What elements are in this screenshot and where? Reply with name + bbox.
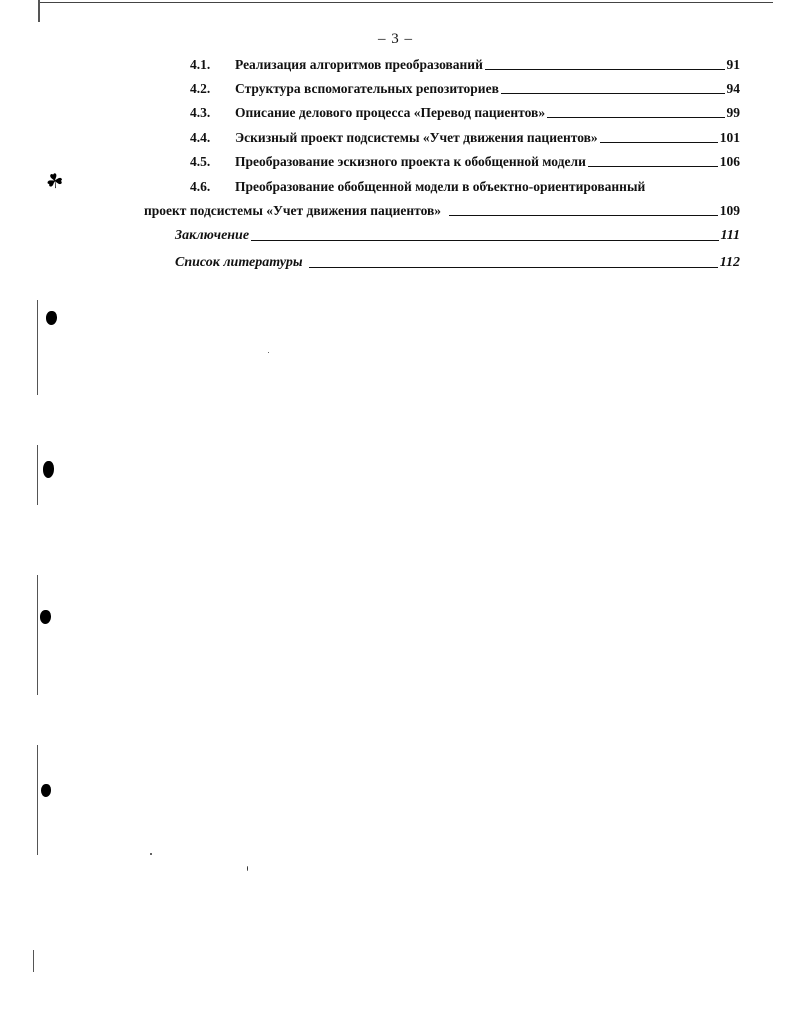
toc-leader-line [485, 68, 725, 70]
toc-bibliography [175, 255, 740, 271]
toc-entry-number: 4.1. [190, 57, 211, 72]
scan-margin-line [37, 300, 38, 395]
toc-bibliography-page: 112 [719, 255, 740, 270]
toc-entry-page: 101 [719, 130, 740, 145]
binding-hole-mark-icon [43, 461, 54, 478]
toc-conclusion-title: Заключение [175, 228, 250, 243]
toc-entry-number: 4.3. [190, 105, 211, 120]
scan-corner-mark [38, 0, 40, 22]
toc-entry [190, 57, 740, 73]
toc-bibliography-title: Список литературы [175, 255, 303, 270]
toc-leader-line [501, 92, 725, 94]
toc-leader-line [449, 214, 718, 216]
toc-leader-line [251, 239, 718, 241]
toc-entry-title: Описание делового процесса «Перевод пациентов» [235, 105, 546, 120]
toc-entry-title: Преобразование эскизного проекта к обобщенной модели [235, 154, 586, 169]
scan-margin-line [37, 575, 38, 695]
toc-entry-number: 4.5. [190, 154, 211, 169]
toc-leader-line [588, 165, 718, 167]
toc-entry-title: Преобразование обобщенной модели в объектно-ориентированный [235, 179, 646, 194]
toc-entry-title-continuation: проект подсистемы «Учет движения пациентов» [144, 203, 442, 218]
toc-entry [190, 81, 740, 97]
scan-margin-line [37, 745, 38, 855]
toc-entry-page: 99 [726, 105, 740, 120]
toc-entry-continuation [144, 203, 740, 219]
toc-leader-line [547, 116, 724, 118]
toc-conclusion [175, 228, 740, 244]
toc-entry-page: 94 [726, 81, 740, 96]
scan-speck [247, 866, 248, 871]
binding-hole-mark-icon [41, 784, 51, 797]
toc-entry-page: 109 [719, 203, 740, 218]
toc-entry [190, 130, 740, 146]
binding-hole-mark-icon [46, 311, 57, 325]
toc-entry-title: Структура вспомогательных репозиториев [235, 81, 499, 96]
toc-conclusion-page: 111 [720, 228, 740, 243]
toc-leader-line [309, 266, 718, 268]
scan-speck [268, 352, 269, 353]
binding-hole-mark-icon [40, 610, 51, 624]
toc-entry-title: Реализация алгоритмов преобразований [235, 57, 483, 72]
toc-leader-line [600, 141, 718, 143]
page-number: – 3 – [378, 31, 413, 47]
toc-entry-number: 4.6. [190, 179, 211, 194]
scan-margin-line [37, 445, 38, 505]
toc-entry-number: 4.2. [190, 81, 211, 96]
toc-entry-page: 91 [726, 57, 740, 72]
scan-top-border [40, 2, 773, 3]
toc-entry [190, 179, 740, 195]
toc-entry-page: 106 [719, 154, 740, 169]
scan-margin-line [33, 950, 34, 972]
toc-entry [190, 154, 740, 170]
scan-speck [150, 853, 152, 855]
toc-entry-number: 4.4. [190, 130, 211, 145]
toc-entry [190, 105, 740, 121]
binding-hole-mark-icon: ☘ [43, 169, 67, 195]
toc-entry-title: Эскизный проект подсистемы «Учет движения пациентов» [235, 130, 598, 145]
